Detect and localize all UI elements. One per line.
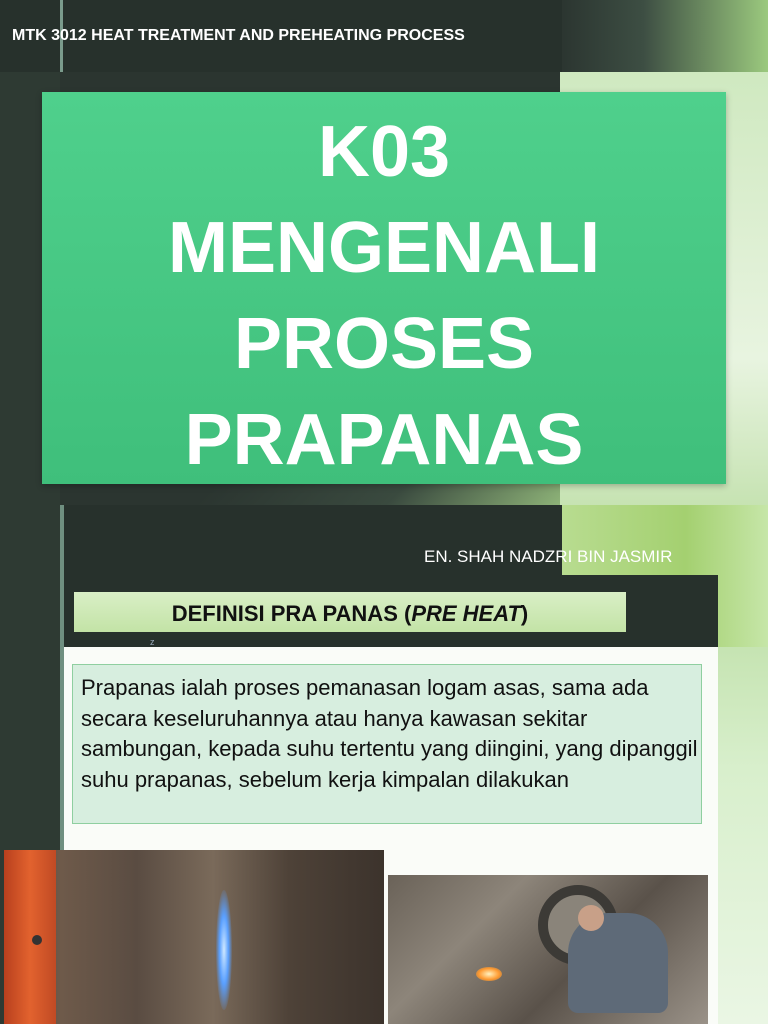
title-line-3: PROSES — [233, 304, 535, 384]
header-bar — [0, 0, 562, 72]
worker-head — [578, 905, 604, 931]
definition-body: Prapanas ialah proses pemanasan logam asas, sama ada secara keseluruhannya atau hanya kawasan sekitar sambungan, kepada suhu tertentu yang diingini, yang dipanggil suhu prapanas, sebelum kerja kimpalan dilakukan — [81, 675, 698, 792]
title-line-4: PRAPANAS — [184, 400, 584, 480]
background-right-top — [560, 0, 768, 72]
red-object — [4, 850, 56, 1024]
definition-heading — [74, 601, 626, 627]
definition-heading-suffix: ) — [520, 601, 529, 626]
course-title: MTK 3012 HEAT TREATMENT AND PREHEATING PROCESS — [12, 27, 465, 44]
torch-flame-photo — [4, 850, 384, 1024]
torch-flame — [476, 967, 502, 981]
title-line-1: K03 — [317, 112, 451, 192]
title-line-2: MENGENALI — [168, 208, 600, 288]
definition-heading-box — [74, 592, 626, 632]
welder-preheating-photo — [388, 875, 708, 1024]
small-mark: z — [150, 637, 155, 647]
definition-heading-italic: PRE HEAT — [411, 601, 521, 626]
definition-textbox — [72, 664, 702, 824]
photo-dot — [32, 935, 42, 945]
title-box — [42, 92, 726, 484]
definition-heading-prefix: DEFINISI PRA PANAS ( — [171, 601, 412, 626]
blue-flame — [216, 890, 232, 1010]
author-name: EN. SHAH NADZRI BIN JASMIR — [424, 547, 673, 566]
slide-title — [42, 104, 726, 488]
